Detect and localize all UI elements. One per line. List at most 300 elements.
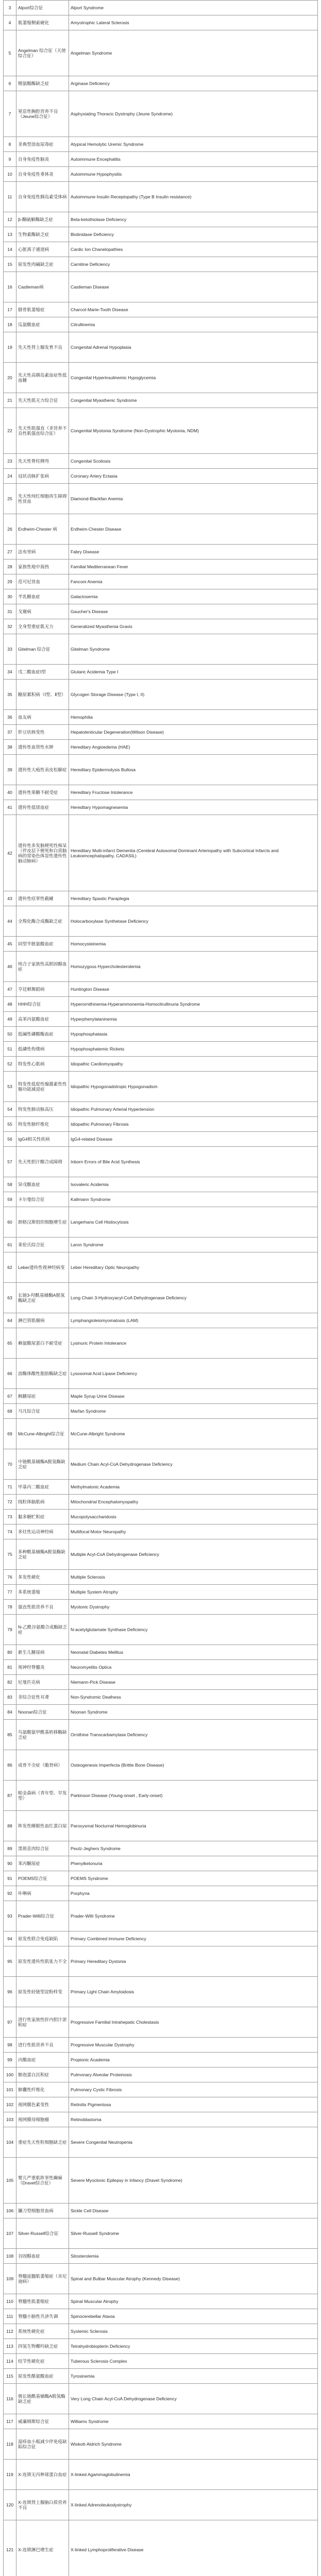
english-name: Retinitis Pigmentosa	[69, 2097, 318, 2112]
english-name: Hypophosphatasia	[69, 1027, 318, 1042]
chinese-name: 脊髓小脑性共济失调	[16, 2309, 69, 2324]
table-row	[4, 815, 318, 891]
english-name: Hereditary Spastic Paraplegia	[69, 891, 318, 906]
english-name: Neonatal Diabetes Mellitus	[69, 1645, 318, 1660]
row-number: 79	[4, 1615, 16, 1645]
chinese-name: 苯丙酮尿症	[16, 1856, 69, 1871]
english-name: Cardic Ion Chanelopathies	[69, 242, 318, 257]
table-row	[4, 2249, 318, 2264]
chinese-name: 遗传性多发脑梗死性痴呆（伴皮层下梗死和白质脑病的常染色体显性遗传性脑动脉病）	[16, 815, 69, 891]
table-row	[4, 1871, 318, 1886]
english-name: Medium Chain Acyl-CoA Dehydrogenase Deficiency	[69, 1449, 318, 1480]
english-name: Familial Mediterranean Fever	[69, 560, 318, 574]
chinese-name: 尼曼匹克病	[16, 1675, 69, 1690]
table-row	[4, 1313, 318, 1328]
row-number: 83	[4, 1690, 16, 1705]
table-row	[4, 1720, 318, 1750]
row-number: 89	[4, 1841, 16, 1856]
english-name: Congenital Adrenal Hypoplasia	[69, 332, 318, 363]
table-row	[4, 560, 318, 574]
table-row	[4, 1931, 318, 1946]
table-row	[4, 227, 318, 242]
english-name: Amyotrophic Lateral Sclerosis	[69, 15, 318, 30]
table-row	[4, 1132, 318, 1147]
english-name: Methylmalonic Academia	[69, 1480, 318, 1495]
english-name: Diamond-Blackfan Anemia	[69, 484, 318, 514]
chinese-name: N-乙酰谷氨酸合成酶缺乏症	[16, 1615, 69, 1645]
chinese-name: 强直性肌营养不良	[16, 1600, 69, 1615]
chinese-name: 肝豆状核变性	[16, 725, 69, 740]
chinese-name: 多系统萎缩	[16, 1585, 69, 1600]
english-name: Coronary Artery Ectasia	[69, 469, 318, 484]
row-number: 106	[4, 2204, 16, 2218]
row-number: 65	[4, 1328, 16, 1359]
table-row	[4, 906, 318, 937]
chinese-name: 中链酰基辅酶A脱氢酶缺乏症	[16, 1449, 69, 1480]
english-name: Fabry Disease	[69, 545, 318, 560]
chinese-name: 长链3-羟酰基辅酶A脱氢酶缺乏症	[16, 1283, 69, 1313]
chinese-name: HHH综合征	[16, 997, 69, 1012]
row-number: 114	[4, 2354, 16, 2369]
row-number: 40	[4, 785, 16, 800]
row-number: 120	[4, 2490, 16, 2520]
chinese-name: 赖氨酸尿蛋白不耐受症	[16, 1328, 69, 1359]
table-row	[4, 997, 318, 1012]
row-number: 12	[4, 212, 16, 227]
chinese-name: Noonan综合征	[16, 1705, 69, 1720]
table-row	[4, 710, 318, 725]
english-name: Lysosomal Acid Lipase Deficiency	[69, 1359, 318, 1389]
english-name: Spinal and Bulbar Muscular Atrophy (Kennedy Disease)	[69, 2264, 318, 2294]
chinese-name: 成骨不全症（脆骨病）	[16, 1750, 69, 1781]
table-row	[4, 2309, 318, 2324]
english-name: X-linked Lymphoproliferative Disease	[69, 2520, 318, 2576]
english-name: Asphyxiating Thoracic Dystrophy (Jeune Syndrome)	[69, 91, 318, 137]
english-name: Congenital Scoliosis	[69, 454, 318, 469]
english-name: Erdheim-Chester Disease	[69, 514, 318, 545]
chinese-name: 先天性胆汁酸合成障碍	[16, 1147, 69, 1177]
english-name: Primary Light Chain Amyloidosis	[69, 1977, 318, 2007]
row-number: 73	[4, 1510, 16, 1524]
row-number: 93	[4, 1901, 16, 1931]
chinese-name: 瓜氨酸血症	[16, 317, 69, 332]
table-row	[4, 1946, 318, 1977]
row-number: 80	[4, 1645, 16, 1660]
chinese-name: 结节性硬化症	[16, 2354, 69, 2369]
table-row	[4, 2324, 318, 2339]
chinese-name: 视网膜母细胞瘤	[16, 2112, 69, 2127]
chinese-name: 脊髓延髓肌萎缩症（肯尼迪病）	[16, 2264, 69, 2294]
chinese-name: 戊二酸血症Ⅰ型	[16, 665, 69, 680]
chinese-name: 极长链酰基辅酶A脱氢酶缺乏症	[16, 2384, 69, 2414]
chinese-name: 卟啉病	[16, 1886, 69, 1901]
table-body	[4, 1, 318, 2576]
row-number: 59	[4, 1192, 16, 1207]
english-name: Hyperphenylalaninemia	[69, 1012, 318, 1027]
english-name: Hyperornithinemia-Hyperammonemia-Homocitrullinuria Syndrome	[69, 997, 318, 1012]
english-name: Idiopathic Hypogonadotropic Hypogonadism	[69, 1072, 318, 1102]
row-number: 55	[4, 1117, 16, 1132]
row-number: 42	[4, 815, 16, 891]
chinese-name: Erdheim-Chester 病	[16, 514, 69, 545]
table-row	[4, 1570, 318, 1585]
row-number: 39	[4, 755, 16, 785]
chinese-name: 先天性纯红细胞再生障碍性贫血	[16, 484, 69, 514]
row-number: 32	[4, 619, 16, 634]
row-number: 58	[4, 1177, 16, 1192]
table-row	[4, 665, 318, 680]
english-name: Non-Syndromic Deafness	[69, 1690, 318, 1705]
chinese-name: 丙酸血症	[16, 2053, 69, 2067]
chinese-name: 鸟氨酸氨甲酰基转移酶缺乏症	[16, 1720, 69, 1750]
chinese-name: 进行性肌营养不良	[16, 2038, 69, 2053]
english-name: Biotinidase Deficiency	[69, 227, 318, 242]
row-number: 74	[4, 1524, 16, 1539]
english-name: Autoimmune Hypophysitis	[69, 167, 318, 182]
row-number: 78	[4, 1600, 16, 1615]
table-row	[4, 2520, 318, 2576]
table-row	[4, 1359, 318, 1389]
chinese-name: 枫糖尿症	[16, 1389, 69, 1404]
english-name: Phenylketonuria	[69, 1856, 318, 1871]
chinese-name: 特发性肺纤维化	[16, 1117, 69, 1132]
table-row	[4, 2490, 318, 2520]
table-row	[4, 1495, 318, 1510]
table-row	[4, 785, 318, 800]
chinese-name: 特发性肺动脉高压	[16, 1102, 69, 1117]
english-name: Paroxysmal Nocturnal Hemoglobinuria	[69, 1811, 318, 1841]
english-name: Glycogen Storage Disease (Type I, II)	[69, 680, 318, 710]
table-row	[4, 2053, 318, 2067]
english-name: Homozygous Hypercholesterolemia	[69, 952, 318, 982]
row-number: 4	[4, 15, 16, 30]
row-number: 110	[4, 2294, 16, 2309]
chinese-name: 帕金森病（青年型、早发型）	[16, 1781, 69, 1811]
table-row	[4, 2218, 318, 2249]
chinese-name: 肺囊性纤维化	[16, 2082, 69, 2097]
table-row	[4, 2038, 318, 2053]
table-row	[4, 2067, 318, 2082]
row-number: 28	[4, 560, 16, 574]
english-name: Multiple System Atrophy	[69, 1585, 318, 1600]
row-number: 53	[4, 1072, 16, 1102]
english-name: Idiopathic Cardiomyopathy	[69, 1057, 318, 1072]
table-row	[4, 272, 318, 302]
english-name: Hypophosphatemic Rickets	[69, 1042, 318, 1057]
english-name: Primary Combined Immune Deficiency	[69, 1931, 318, 1946]
row-number: 81	[4, 1660, 16, 1675]
table-row	[4, 137, 318, 152]
row-number: 21	[4, 393, 16, 408]
row-number: 85	[4, 1720, 16, 1750]
english-name: Noonan Syndrome	[69, 1705, 318, 1720]
english-name: Hereditary Epidermolysis Bullosa	[69, 755, 318, 785]
chinese-name: 高苯丙氨酸血症	[16, 1012, 69, 1027]
row-number: 41	[4, 800, 16, 815]
row-number: 105	[4, 2158, 16, 2204]
chinese-name: 先天性肌强直（非营养不良性肌强直综合征）	[16, 408, 69, 454]
english-name: Tyrosinemia	[69, 2369, 318, 2384]
row-number: 62	[4, 1252, 16, 1283]
row-number: 10	[4, 167, 16, 182]
table-row	[4, 1057, 318, 1072]
table-row	[4, 15, 318, 30]
row-number: 99	[4, 2053, 16, 2067]
chinese-name: 朗格汉斯组织细胞增生症	[16, 1207, 69, 1238]
english-name: Langerhans Cell Histiocytosis	[69, 1207, 318, 1238]
table-row	[4, 2007, 318, 2038]
chinese-name: 镰刀型细胞贫血病	[16, 2204, 69, 2218]
english-name: Kallmann Syndrome	[69, 1192, 318, 1207]
row-number: 84	[4, 1705, 16, 1720]
english-name: Mucopolysaccharidosis	[69, 1510, 318, 1524]
row-number: 109	[4, 2264, 16, 2294]
row-number: 103	[4, 2112, 16, 2127]
table-row	[4, 1977, 318, 2007]
chinese-name: 莱伦氏综合征	[16, 1238, 69, 1252]
chinese-name: 心脏离子通道病	[16, 242, 69, 257]
table-row	[4, 1117, 318, 1132]
row-number: 19	[4, 332, 16, 363]
row-number: 88	[4, 1811, 16, 1841]
table-row	[4, 1252, 318, 1283]
table-row	[4, 2369, 318, 2384]
chinese-name: 视网膜色素变性	[16, 2097, 69, 2112]
row-number: 25	[4, 484, 16, 514]
chinese-name: 婴儿严重肌阵挛性癫痫（Dravet综合征）	[16, 2158, 69, 2204]
english-name: Charcot-Marie-Tooth Disease	[69, 302, 318, 317]
chinese-name: 亨廷顿舞蹈病	[16, 982, 69, 997]
chinese-name: 线粒体脑肌病	[16, 1495, 69, 1510]
chinese-name: 卡尔曼综合征	[16, 1192, 69, 1207]
table-row	[4, 1283, 318, 1313]
chinese-name: 甲基丙二酸血症	[16, 1480, 69, 1495]
english-name: Long Chain 3-Hydroxyacyl-CoA Dehydrogenase Deficiency	[69, 1283, 318, 1313]
table-row	[4, 2097, 318, 2112]
table-row	[4, 1585, 318, 1600]
english-name: Peutz-Jeghers Syndrome	[69, 1841, 318, 1856]
row-number: 50	[4, 1027, 16, 1042]
table-row	[4, 2158, 318, 2204]
english-name: Gitelman Syndrome	[69, 634, 318, 665]
chinese-name: 半乳糖血症	[16, 589, 69, 604]
table-row	[4, 1690, 318, 1705]
chinese-name: X-连锁肾上腺脑白质营养不良	[16, 2490, 69, 2520]
english-name: Systemic Sclerosis	[69, 2324, 318, 2339]
row-number: 112	[4, 2324, 16, 2339]
table-row	[4, 1404, 318, 1419]
table-row	[4, 1539, 318, 1570]
table-row	[4, 1600, 318, 1615]
table-row	[4, 182, 318, 212]
row-number: 69	[4, 1419, 16, 1449]
chinese-name: 全身型重症肌无力	[16, 619, 69, 634]
row-number: 49	[4, 1012, 16, 1027]
chinese-name: 多种酰基辅酶A脱氢酶缺乏症	[16, 1539, 69, 1570]
row-number: 31	[4, 604, 16, 619]
english-name: Beta-ketothiolase Deficiency	[69, 212, 318, 227]
table-row	[4, 1012, 318, 1027]
chinese-name: 淋巴管肌瘤病	[16, 1313, 69, 1328]
chinese-name: 原发性遗传性肌张力不全	[16, 1946, 69, 1977]
chinese-name: 遗传性大疱性表皮松解症	[16, 755, 69, 785]
table-row	[4, 302, 318, 317]
table-row	[4, 2204, 318, 2218]
english-name: Fanconi Anemia	[69, 574, 318, 589]
chinese-name: 窒息性胸腔营养不良（Jeune综合征）	[16, 91, 69, 137]
table-row	[4, 212, 318, 227]
english-name: Idiopathic Pulmonary Arterial Hypertension	[69, 1102, 318, 1117]
row-number: 43	[4, 891, 16, 906]
chinese-name: 多发性硬化	[16, 1570, 69, 1585]
table-row	[4, 2127, 318, 2158]
english-name: Neuromyelitis Optica	[69, 1660, 318, 1675]
chinese-name: 精氨酸酶缺乏症	[16, 76, 69, 91]
row-number: 17	[4, 302, 16, 317]
row-number: 104	[4, 2127, 16, 2158]
table-row	[4, 454, 318, 469]
row-number: 27	[4, 545, 16, 560]
english-name: Parkinson Disease (Young-onset , Early-onset)	[69, 1781, 318, 1811]
row-number: 33	[4, 634, 16, 665]
chinese-name: 非综合征性耳聋	[16, 1690, 69, 1705]
table-row	[4, 76, 318, 91]
chinese-name: Angelman 综合征（天使综合征）	[16, 30, 69, 76]
row-number: 64	[4, 1313, 16, 1328]
chinese-name: 遗传性果糖不耐受症	[16, 785, 69, 800]
table-row	[4, 604, 318, 619]
row-number: 8	[4, 137, 16, 152]
table-row	[4, 91, 318, 137]
table-row	[4, 1524, 318, 1539]
chinese-name: 遗传性血管性水肿	[16, 740, 69, 755]
row-number: 71	[4, 1480, 16, 1495]
english-name: Lymphangioleiomyomatosis (LAM)	[69, 1313, 318, 1328]
row-number: 119	[4, 2460, 16, 2490]
row-number: 117	[4, 2414, 16, 2429]
chinese-name: 威廉姆斯综合征	[16, 2414, 69, 2429]
chinese-name: 特发性低促性腺激素性性腺功能减退症	[16, 1072, 69, 1102]
english-name: Lysinuric Protein Intolerance	[69, 1328, 318, 1359]
table-row	[4, 408, 318, 454]
row-number: 23	[4, 454, 16, 469]
english-name: Williams Syndrome	[69, 2414, 318, 2429]
english-name: Multiple Acyl-CoA Dehydrogenase Deficiency	[69, 1539, 318, 1570]
chinese-name: Alport综合征	[16, 1, 69, 15]
chinese-name: 异戊酸血症	[16, 1177, 69, 1192]
english-name: Severe Congenital Neutropenia	[69, 2127, 318, 2158]
chinese-name: 系统性硬化症	[16, 2324, 69, 2339]
table-row	[4, 891, 318, 906]
english-name: Hereditary Angioedema (HAE)	[69, 740, 318, 755]
chinese-name: 先天性肌无力综合征	[16, 393, 69, 408]
table-row	[4, 1841, 318, 1856]
english-name: Porphyria	[69, 1886, 318, 1901]
table-row	[4, 393, 318, 408]
chinese-name: POEMS综合征	[16, 1871, 69, 1886]
english-name: Spinal Muscular Atrophy	[69, 2294, 318, 2309]
table-row	[4, 1856, 318, 1871]
chinese-name: Leber遗传性视神经病变	[16, 1252, 69, 1283]
disease-table	[3, 0, 318, 2576]
chinese-name: 特发性心肌病	[16, 1057, 69, 1072]
english-name: Homocysteinemia	[69, 937, 318, 952]
chinese-name: 黑斑息肉综合征	[16, 1841, 69, 1856]
chinese-name: 同型半胱氨酸血症	[16, 937, 69, 952]
chinese-name: 自身免疫性胰岛素受体病	[16, 182, 69, 212]
table-row	[4, 2112, 318, 2127]
table-row	[4, 937, 318, 952]
english-name: Niemann-Pick Disease	[69, 1675, 318, 1690]
row-number: 115	[4, 2369, 16, 2384]
row-number: 118	[4, 2429, 16, 2460]
row-number: 75	[4, 1539, 16, 1570]
table-row	[4, 574, 318, 589]
row-number: 76	[4, 1570, 16, 1585]
english-name: Retinoblastoma	[69, 2112, 318, 2127]
row-number: 45	[4, 937, 16, 952]
chinese-name: 低磷性佝偻病	[16, 1042, 69, 1057]
english-name: Silver-Russell Syndrome	[69, 2218, 318, 2249]
chinese-name: 腓骨肌萎缩症	[16, 302, 69, 317]
english-name: Castleman Disease	[69, 272, 318, 302]
row-number: 72	[4, 1495, 16, 1510]
english-name: Sickle Cell Disease	[69, 2204, 318, 2218]
chinese-name: 原发性酪氨酸血症	[16, 2369, 69, 2384]
table-row	[4, 1027, 318, 1042]
table-row	[4, 317, 318, 332]
english-name: Severe Myoclonic Epilepsy in Infancy (Dravet Syndrome)	[69, 2158, 318, 2204]
english-name: Carnitine Deficiency	[69, 257, 318, 272]
chinese-name: 糖原累积病（Ⅰ型、Ⅱ型）	[16, 680, 69, 710]
table-row	[4, 2384, 318, 2414]
chinese-name: Prader-Willi综合征	[16, 1901, 69, 1931]
english-name: Congenital Myotonia Syndrome (Non-Dystrophic Myotonia, NDM)	[69, 408, 318, 454]
table-row	[4, 2082, 318, 2097]
table-row	[4, 952, 318, 982]
table-row	[4, 1419, 318, 1449]
row-number: 46	[4, 952, 16, 982]
english-name: Autoimmune Insulin Receptopathy (Type B Insulin resistance)	[69, 182, 318, 212]
row-number: 38	[4, 740, 16, 755]
row-number: 5	[4, 30, 16, 76]
table-row	[4, 725, 318, 740]
table-row	[4, 2460, 318, 2490]
table-row	[4, 1147, 318, 1177]
table-row	[4, 1660, 318, 1675]
table-row	[4, 1389, 318, 1404]
row-number: 98	[4, 2038, 16, 2053]
table-row	[4, 740, 318, 755]
chinese-name: 肺泡蛋白沉积症	[16, 2067, 69, 2082]
chinese-name: 生物素酶缺乏症	[16, 227, 69, 242]
chinese-name: 进行性家族性肝内胆汁淤积症	[16, 2007, 69, 2038]
row-number: 54	[4, 1102, 16, 1117]
english-name: Hereditary Multi-infarct Dementia (Cerebral Autosomal Dominant Arteriopathy with Subcortical Infarcts and Leukoencephalopathy, CADASIL)	[69, 815, 318, 891]
row-number: 97	[4, 2007, 16, 2038]
table-row	[4, 152, 318, 167]
table-row	[4, 2294, 318, 2309]
row-number: 95	[4, 1946, 16, 1977]
chinese-name: Gitelman 综合征	[16, 634, 69, 665]
table-row	[4, 545, 318, 560]
english-name: Multifocal Motor Neuropathy	[69, 1524, 318, 1539]
english-name: Atypical Hemolytic Uremic Syndrome	[69, 137, 318, 152]
table-row	[4, 634, 318, 665]
english-name: Hepatolenticular Degeneration(Wilson Disease)	[69, 725, 318, 740]
row-number: 94	[4, 1931, 16, 1946]
chinese-name: 先天性肾上腺发育不良	[16, 332, 69, 363]
